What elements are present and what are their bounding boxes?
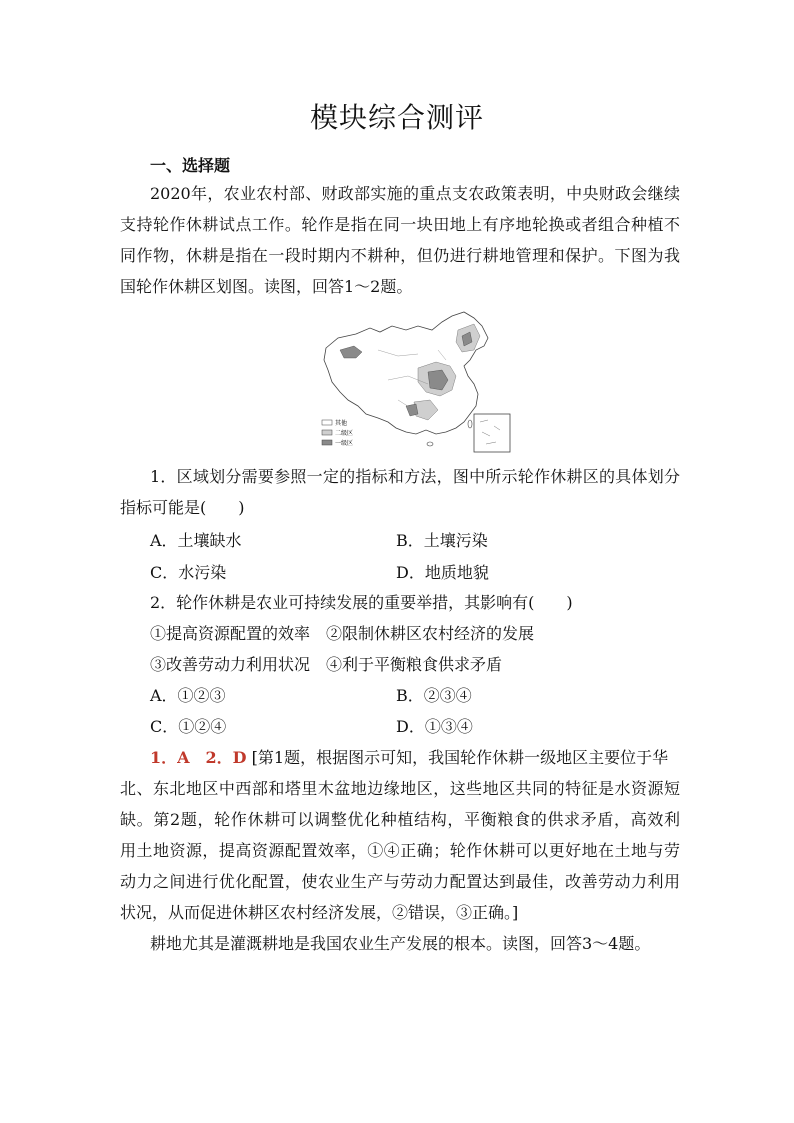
answer-line-6: 状况，从而促进休耕区农村经济发展，②错误，③正确。]	[120, 903, 519, 922]
answer-line-3: 缺。第2题，轮作休耕可以调整优化种植结构，平衡粮食的供求矛盾，高效利	[120, 810, 680, 829]
q2-option-d: D．①③④	[396, 717, 473, 736]
q1-option-a: A．土壤缺水	[150, 531, 242, 550]
intro-line-2: 支持轮作休耕试点工作。轮作是指在同一块田地上有序地轮换或者组合种植不	[120, 215, 680, 234]
q2-option-c: C．①②④	[150, 717, 227, 736]
answer-line-5: 动力之间进行优化配置，使农业生产与劳动力配置达到最佳，改善劳动力利用	[120, 872, 680, 891]
answer-line-4: 用土地资源，提高资源配置效率，①④正确；轮作休耕可以更好地在土地与劳	[120, 841, 680, 860]
q1-option-b: B．土壤污染	[396, 531, 488, 550]
q2-statements-2: ③改善劳动力利用状况 ④利于平衡粮食供求矛盾	[150, 655, 503, 674]
intro-line-4: 国轮作休耕区划图。读图，回答1～2题。	[120, 277, 413, 296]
q2-stem: 2．轮作休耕是农业可持续发展的重要举措，其影响有( )	[150, 593, 573, 612]
hainan-island	[427, 442, 433, 446]
section-heading: 一、选择题	[150, 156, 231, 175]
map-legend	[322, 419, 353, 447]
q2-option-b: B．②③④	[396, 686, 472, 705]
q1-stem-line-2: 指标可能是( )	[120, 498, 245, 517]
q1-option-d: D．地质地貌	[396, 563, 489, 582]
crop-rotation-fallow-map	[318, 310, 518, 456]
legend-swatch-level1	[322, 440, 332, 445]
q1-stem-line-1: 1．区域划分需要参照一定的指标和方法，图中所示轮作休耕区的具体划分	[150, 467, 680, 486]
next-question-intro: 耕地尤其是灌溉耕地是我国农业生产发展的根本。读图，回答3～4题。	[150, 934, 651, 953]
china-map-figure	[318, 310, 518, 456]
legend-swatch-other	[322, 420, 332, 425]
answer-line-2: 北、东北地区中西部和塔里木盆地边缘地区，这些地区共同的特征是水资源短	[120, 779, 680, 798]
intro-line-3: 同作物，休耕是指在一段时期内不耕种，但仍进行耕地管理和保护。下图为我	[120, 246, 680, 265]
page-title: 模块综合测评	[309, 101, 484, 134]
q2-option-a: A．①②③	[150, 686, 226, 705]
legend-label-level2: 二级区	[335, 430, 354, 437]
q1-option-c: C．水污染	[150, 563, 227, 582]
q2-statements-1: ①提高资源配置的效率 ②限制休耕区农村经济的发展	[150, 624, 535, 643]
legend-swatch-level2	[322, 430, 332, 435]
answer-text-1: [第1题，根据图示可知，我国轮作休耕一级地区主要位于华	[251, 748, 669, 767]
intro-line-1: 2020年，农业农村部、财政部实施的重点支农政策表明，中央财政会继续	[150, 184, 680, 203]
south-china-sea-inset	[474, 414, 510, 452]
taiwan-island	[468, 420, 472, 428]
answer-line-1	[150, 748, 680, 768]
legend-label-other: 其他	[335, 420, 348, 427]
answer-key: 1．A 2．D	[150, 748, 247, 767]
legend-label-level1: 一级区	[335, 440, 354, 447]
